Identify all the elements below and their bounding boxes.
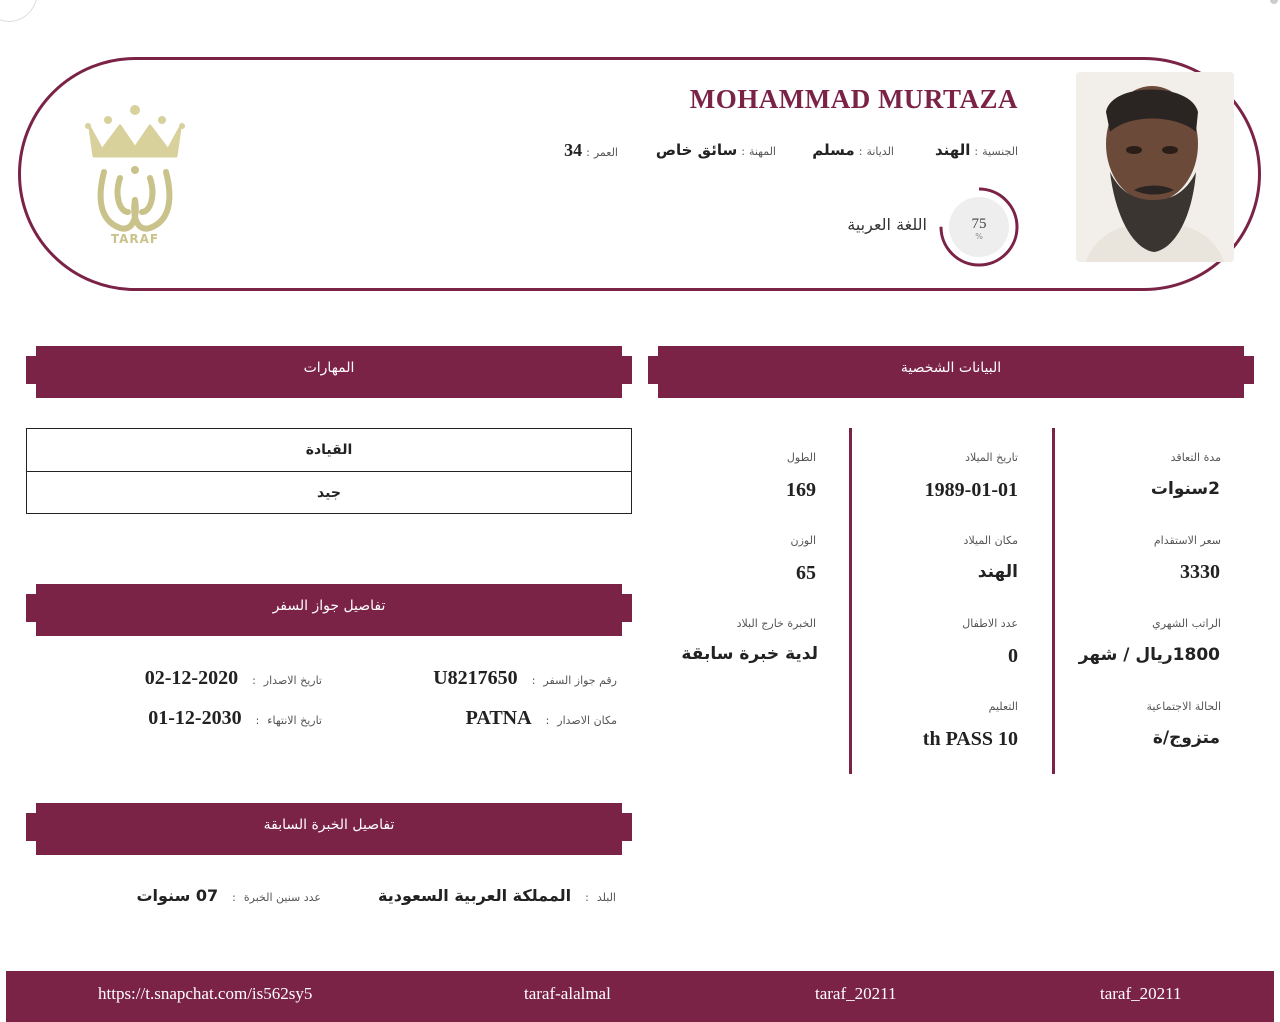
pob-value: الهند [977, 562, 1018, 582]
nationality-info: الجنسية:الهند [934, 141, 1018, 159]
children-label: عدد الاطفال [962, 617, 1018, 630]
corner-dot [1270, 0, 1278, 4]
column-divider [1052, 428, 1055, 774]
candidate-photo [1076, 72, 1234, 262]
passport-number-row: رقم جواز السفر:U8217650 [433, 667, 617, 689]
skill-level: جيد [317, 485, 341, 501]
passport-section-banner [26, 584, 632, 636]
footer-handle: taraf_20211 [1100, 984, 1182, 1003]
personal-section-banner [648, 346, 1254, 398]
arabic-language-gauge [938, 186, 1020, 268]
contract-value: 2سنوات [1150, 479, 1220, 499]
personal-section-title: البيانات الشخصية [900, 360, 1002, 376]
cost-label: سعر الاستقدام [1153, 534, 1221, 547]
issue-place-value: PATNA [465, 707, 532, 729]
column-divider [849, 428, 852, 774]
dob-value: 1989-01-01 [924, 479, 1018, 501]
nationality-value: الهند [934, 141, 971, 159]
skills-section-banner [26, 346, 632, 398]
experience-country-value: المملكة العربية السعودية [378, 886, 572, 905]
pob-label: مكان الميلاد [963, 534, 1018, 547]
abroad-experience-label: الخبرة خارج البلاد [736, 617, 816, 630]
profile-header-frame [18, 57, 1261, 291]
taraf-crown-logo [80, 100, 190, 250]
footer-handle: taraf-alalmal [524, 984, 611, 1003]
religion-value: مسلم [812, 141, 855, 159]
corner-decoration [0, 0, 38, 22]
height-label: الطول [786, 451, 816, 464]
cost-value: 3330 [1180, 561, 1220, 583]
marital-value: متزوج/ة [1152, 728, 1220, 748]
gauge-value: 75 [971, 216, 987, 232]
footer-snapchat-link[interactable]: https://t.snapchat.com/is562sy5 [98, 984, 313, 1003]
abroad-experience-value: لدية خبرة سابقة [681, 644, 818, 664]
passport-number-value: U8217650 [433, 667, 518, 689]
skill-name: القيادة [27, 429, 631, 472]
profession-info: المهنة:سائق خاص [655, 141, 776, 159]
experience-years-label: عدد سنين الخبرة [243, 891, 321, 904]
experience-country-row: البلد:المملكة العربية السعودية [378, 886, 616, 905]
experience-country-label: البلد [596, 891, 616, 904]
arabic-language-label: اللغة العربية [847, 215, 927, 234]
nationality-label: الجنسية [982, 145, 1018, 158]
age-value: 34 [564, 140, 583, 160]
expiry-date-label: تاريخ الانتهاء [267, 714, 322, 727]
issue-date-row: تاريخ الاصدار:2020-12-02 [144, 667, 322, 689]
gauge-percent-sign: % [975, 232, 983, 241]
issue-place-label: مكان الاصدار [557, 714, 617, 727]
marital-label: الحالة الاجتماعية [1146, 700, 1221, 713]
education-label: التعليم [988, 700, 1018, 713]
skills-table [26, 428, 632, 514]
height-value: 169 [786, 479, 816, 501]
skills-section-title: المهارات [303, 360, 355, 376]
issue-place-row: مكان الاصدار:PATNA [465, 707, 617, 729]
age-info: العمر:34 [564, 140, 618, 160]
experience-years-row: عدد سنين الخبرة:07 سنوات [136, 886, 321, 905]
passport-number-label: رقم جواز السفر [543, 674, 617, 687]
age-label: العمر [593, 146, 618, 159]
weight-label: الوزن [790, 534, 816, 547]
experience-section-banner [26, 803, 632, 855]
weight-value: 65 [796, 562, 816, 584]
profession-label: المهنة [748, 145, 776, 158]
salary-label: الراتب الشهري [1152, 617, 1221, 630]
education-value: th PASS 10 [922, 728, 1018, 750]
issue-date-value: 2020-12-02 [144, 667, 239, 689]
experience-years-value: 07 سنوات [136, 886, 219, 905]
experience-section-title: تفاصيل الخبرة السابقة [263, 817, 395, 833]
expiry-date-row: تاريخ الانتهاء:2030-12-01 [148, 707, 322, 729]
religion-label: الديانة [866, 145, 894, 158]
contract-label: مدة التعاقد [1170, 451, 1221, 464]
dob-label: تاريخ الميلاد [965, 451, 1018, 464]
children-value: 0 [1008, 645, 1018, 667]
candidate-name: MOHAMMAD MURTAZA [689, 84, 1018, 114]
issue-date-label: تاريخ الاصدار [263, 674, 322, 687]
salary-value: 1800ريال / شهر [1078, 645, 1220, 665]
profession-value: سائق خاص [655, 141, 738, 159]
religion-info: الديانة:مسلم [812, 141, 894, 159]
logo-wordmark: TARAF [110, 232, 160, 246]
passport-section-title: تفاصيل جواز السفر [272, 598, 386, 614]
expiry-date-value: 2030-12-01 [148, 707, 242, 729]
footer-handle: taraf_20211 [815, 984, 897, 1003]
